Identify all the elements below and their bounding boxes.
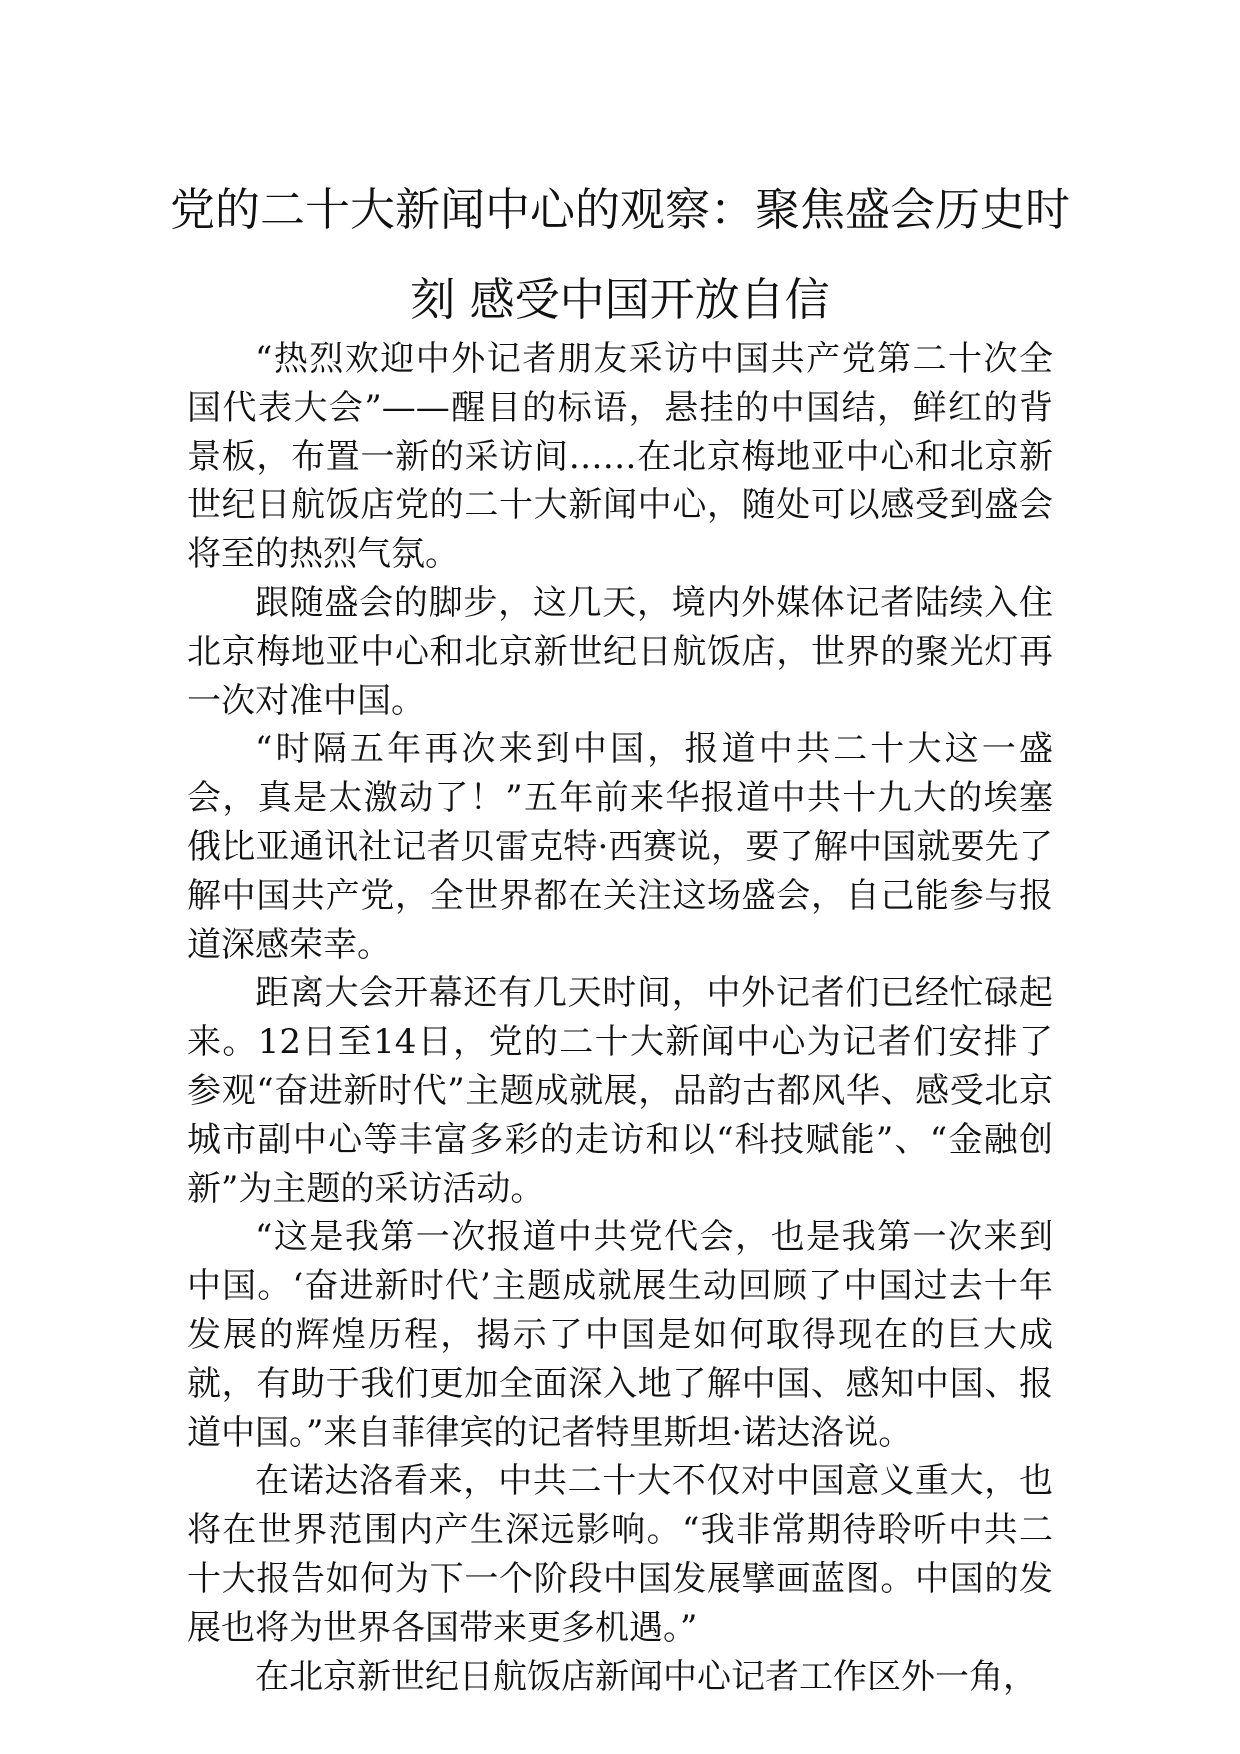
document-title: 党的二十大新闻中心的观察：聚焦盛会历史时刻 感受中国开放自信 <box>169 183 1070 326</box>
paragraph: “热烈欢迎中外记者朋友采访中国共产党第二十次全国代表大会”——醒目的标语，悬挂的中国结，鲜红的背景板，布置一新的采访间……在北京梅地亚中心和北京新世纪日航饭店党的二十大新闻中心，随处可以感受到盛会将至的热烈气氛。 <box>187 339 1053 575</box>
paragraph: 在诺达洛看来，中共二十大不仅对中国意义重大，也将在世界范围内产生深远影响。“我非常期待聆听中共二十大报告如何为下一个阶段中国发展擘画蓝图。中国的发展也将为世界各国带来更多机遇。” <box>187 1461 1053 1648</box>
document-body <box>187 335 1053 1701</box>
paragraph: 跟随盛会的脚步，这几天，境内外媒体记者陆续入住北京梅地亚中心和北京新世纪日航饭店，世界的聚光灯再一次对准中国。 <box>187 582 1053 721</box>
paragraph: “时隔五年再次来到中国，报道中共二十大这一盛会，真是太激动了！”五年前来华报道中共十九大的埃塞俄比亚通讯社记者贝雷克特·西赛说，要了解中国就要先了解中国共产党，全世界都在关注这场盛会，自己能参与报道深感荣幸。 <box>187 729 1053 965</box>
paragraph: 在北京新世纪日航饭店新闻中心记者工作区外一角， <box>255 1656 1037 1697</box>
paragraph: “这是我第一次报道中共党代会，也是我第一次来到中国。‘奋进新时代’主题成就展生动回顾了中国过去十年发展的辉煌历程，揭示了中国是如何取得现在的巨大成就，有助于我们更加全面深入地了解中国、感知中国、报道中国。”来自菲律宾的记者特里斯坦·诺达洛说。 <box>187 1217 1053 1453</box>
paragraph: 距离大会开幕还有几天时间，中外记者们已经忙碌起来。12日至14日，党的二十大新闻中心为记者们安排了参观“奋进新时代”主题成就展，品韵古都风华、感受北京城市副中心等丰富多彩的走访和以“科技赋能”、“金融创新”为主题的采访活动。 <box>187 973 1053 1209</box>
